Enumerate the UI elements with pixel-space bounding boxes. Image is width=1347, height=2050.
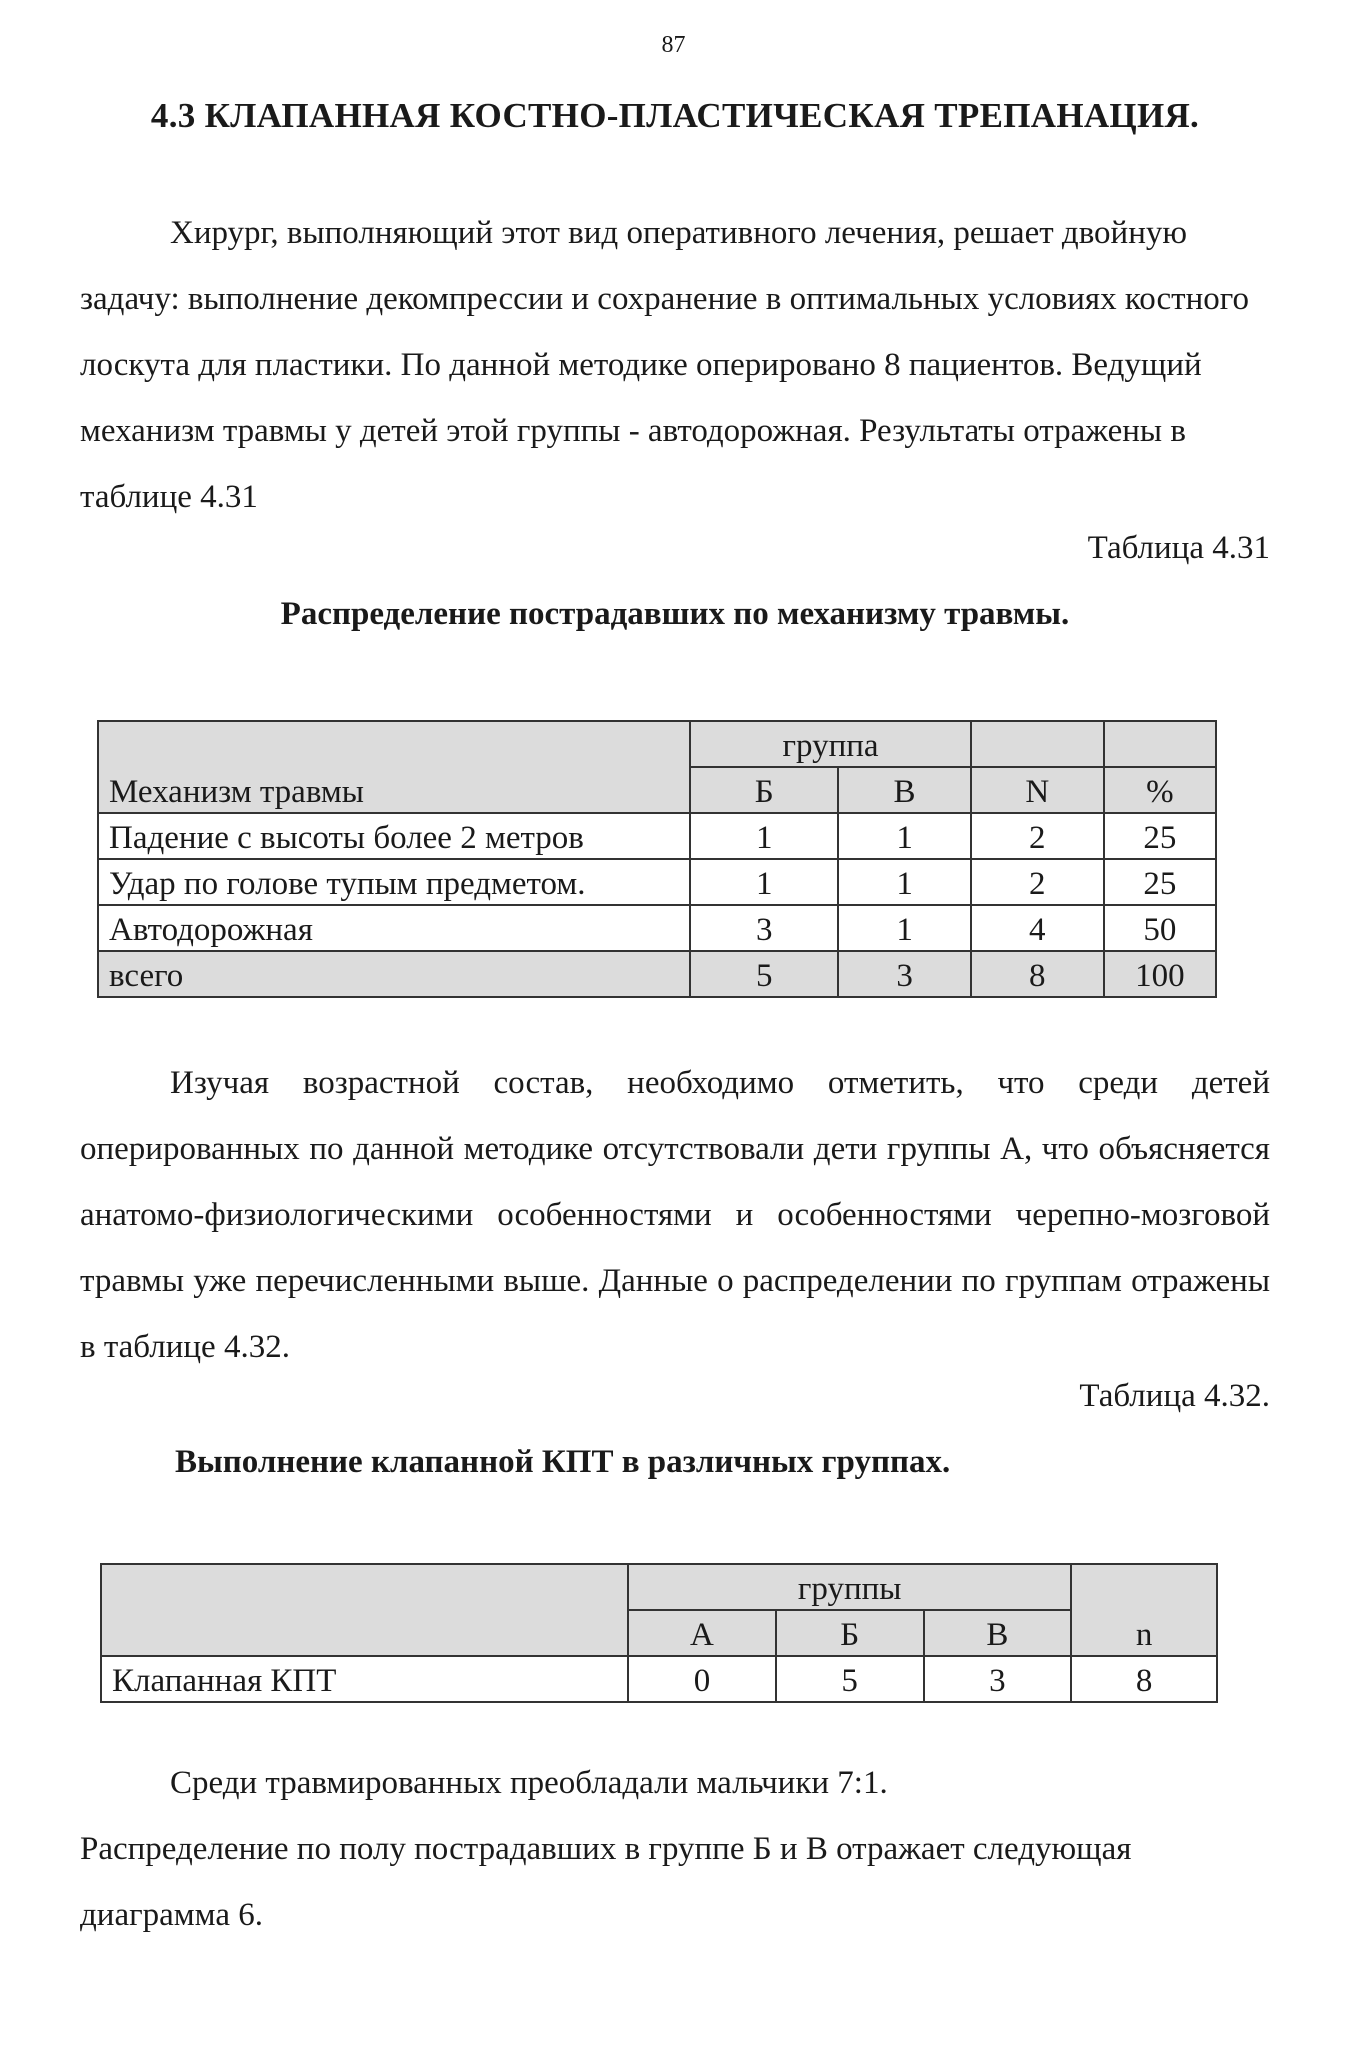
header-blank-n xyxy=(971,721,1104,767)
cell-b: 5 xyxy=(690,951,838,997)
header-blank-pct xyxy=(1104,721,1216,767)
paragraph-intro xyxy=(80,200,1270,530)
cell-b: 5 xyxy=(776,1656,924,1702)
table-header-row xyxy=(98,721,1216,767)
cell-pct: 25 xyxy=(1104,859,1216,905)
table-4-32-title: Выполнение клапанной КПТ в различных группах. xyxy=(175,1444,951,1480)
cell-v: 3 xyxy=(838,951,971,997)
row-name: Удар по голове тупым предметом. xyxy=(98,859,690,905)
table-row xyxy=(98,905,1216,951)
table-4-32 xyxy=(100,1563,1218,1703)
header-n: n xyxy=(1071,1564,1217,1656)
paragraph-age xyxy=(80,1050,1270,1380)
cell-b: 1 xyxy=(690,813,838,859)
paragraph-gender-text: Среди травмированных преобладали мальчики 7:1. xyxy=(170,1765,888,1801)
table-4-31 xyxy=(97,720,1217,998)
table-row xyxy=(101,1656,1217,1702)
header-v: В xyxy=(924,1610,1072,1656)
table-row xyxy=(98,813,1216,859)
row-name: всего xyxy=(98,951,690,997)
cell-n: 2 xyxy=(971,859,1104,905)
row-name: Падение с высоты более 2 метров xyxy=(98,813,690,859)
header-n: N xyxy=(971,767,1104,813)
header-mechanism: Механизм травмы xyxy=(98,721,690,813)
header-b: Б xyxy=(776,1610,924,1656)
cell-v: 1 xyxy=(838,813,971,859)
page-number: 87 xyxy=(661,32,686,58)
section-heading: 4.3 КЛАПАННАЯ КОСТНО-ПЛАСТИЧЕСКАЯ ТРЕПАНАЦИЯ. xyxy=(150,96,1200,135)
table-4-32-label: Таблица 4.32. xyxy=(1079,1378,1270,1414)
table-4-31-label: Таблица 4.31 xyxy=(1087,530,1270,566)
cell-pct: 100 xyxy=(1104,951,1216,997)
table-total-row xyxy=(98,951,1216,997)
cell-n: 8 xyxy=(1071,1656,1217,1702)
paragraph-diagram-text: Распределение по полу пострадавших в группе Б и В отражает следующая диаграмма 6. xyxy=(80,1831,1132,1933)
table-header-row xyxy=(101,1564,1217,1610)
cell-pct: 50 xyxy=(1104,905,1216,951)
cell-b: 1 xyxy=(690,859,838,905)
cell-n: 4 xyxy=(971,905,1104,951)
cell-v: 1 xyxy=(838,905,971,951)
header-group: группа xyxy=(690,721,971,767)
cell-b: 3 xyxy=(690,905,838,951)
header-pct: % xyxy=(1104,767,1216,813)
paragraph-age-text: Изучая возрастной состав, необходимо отметить, что среди детей оперированных по данной методике отсутствовали дети группы А, что объясняется анатомо-физиологическими особенностями и особенностями черепно-мозговой травмы уже перечисленными выше. Данные о распределении по группам отражены в таблице 4.32. xyxy=(80,1065,1270,1365)
paragraph-gender xyxy=(80,1750,1270,1948)
row-name: Клапанная КПТ xyxy=(101,1656,628,1702)
table-4-31-title: Распределение пострадавших по механизму травмы. xyxy=(280,596,1070,632)
cell-n: 2 xyxy=(971,813,1104,859)
row-name: Автодорожная xyxy=(98,905,690,951)
header-blank xyxy=(101,1564,628,1656)
cell-n: 8 xyxy=(971,951,1104,997)
cell-pct: 25 xyxy=(1104,813,1216,859)
paragraph-intro-text: Хирург, выполняющий этот вид оперативного лечения, решает двойную задачу: выполнение декомпрессии и сохранение в оптимальных условиях костного лоскута для пластики. По данной методике оперировано 8 пациентов. Ведущий механизм травмы у детей этой группы - автодорожная. Результаты отражены в таблице 4.31 xyxy=(80,215,1249,515)
header-b: Б xyxy=(690,767,838,813)
header-groups: группы xyxy=(628,1564,1071,1610)
cell-v: 1 xyxy=(838,859,971,905)
header-a: А xyxy=(628,1610,776,1656)
table-row xyxy=(98,859,1216,905)
cell-v: 3 xyxy=(924,1656,1072,1702)
cell-a: 0 xyxy=(628,1656,776,1702)
header-v: В xyxy=(838,767,971,813)
